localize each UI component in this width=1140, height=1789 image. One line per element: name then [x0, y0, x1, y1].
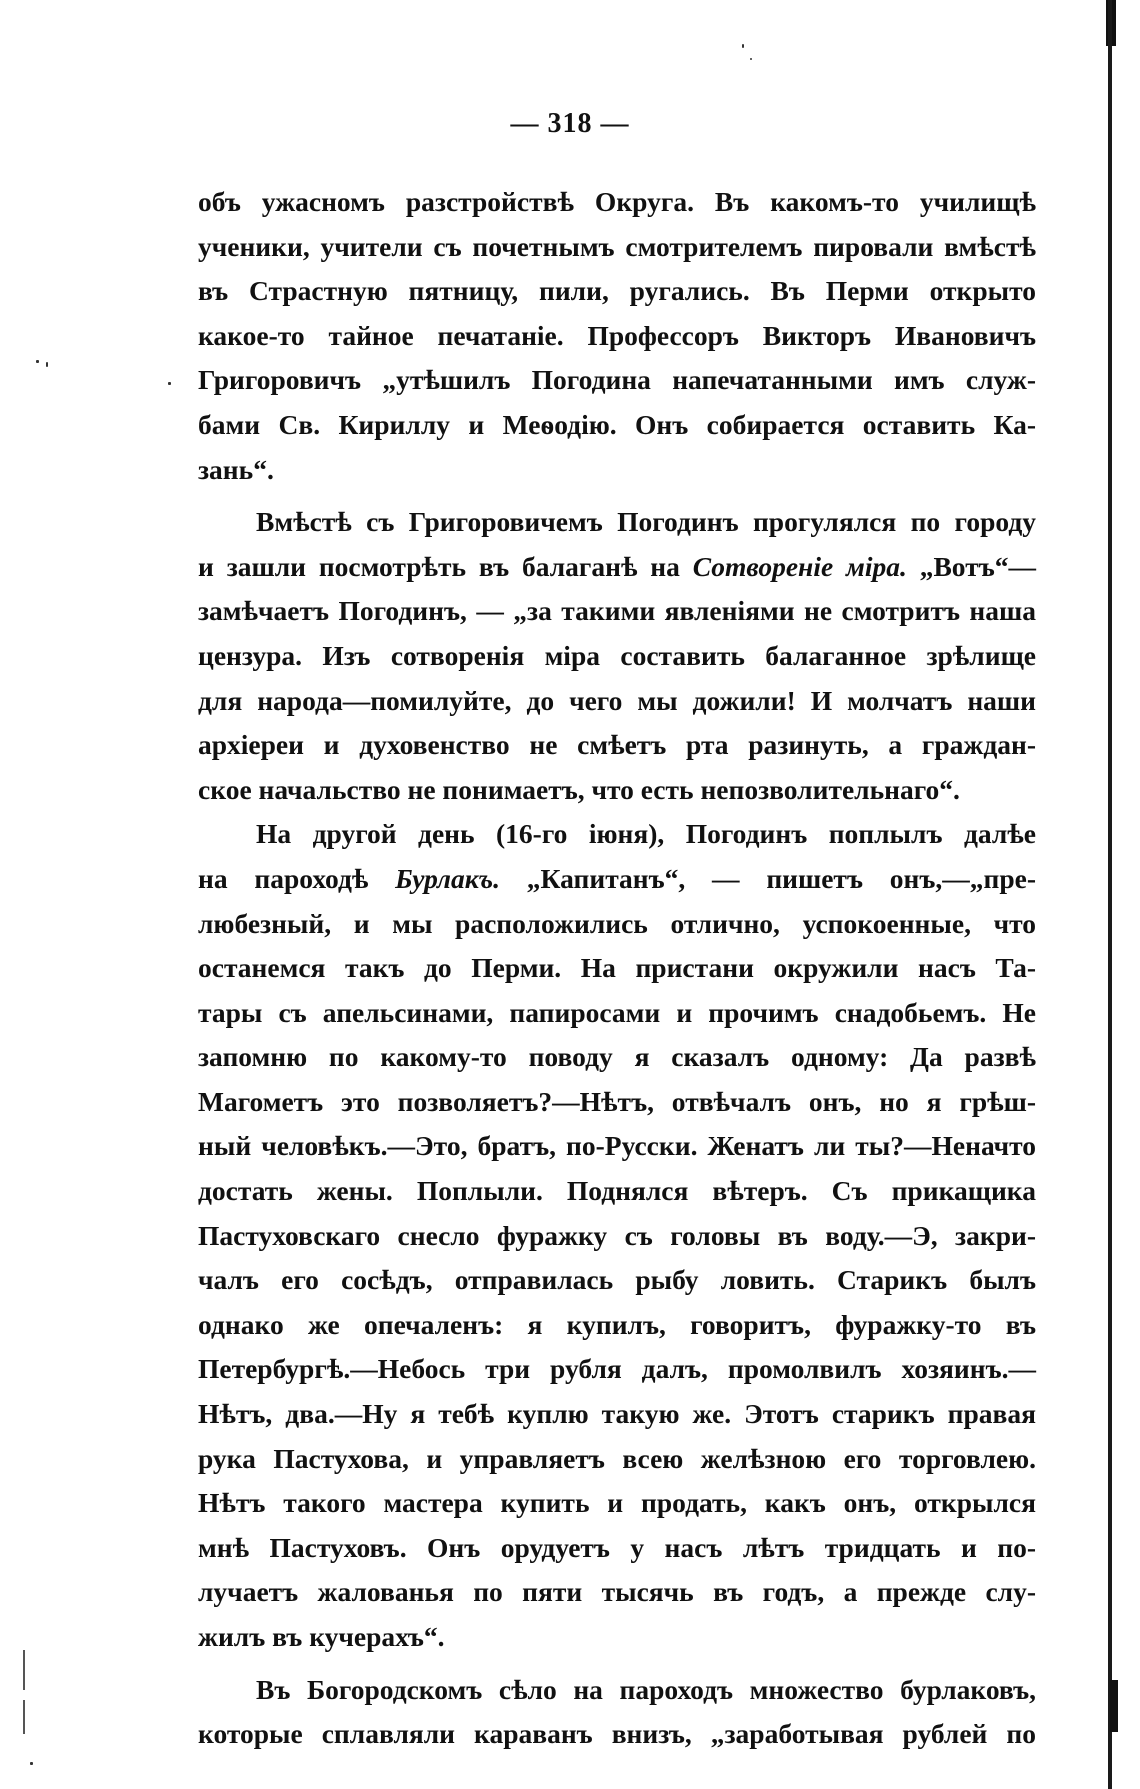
page-number: — 318 —: [510, 108, 630, 139]
text-line: однако же опечаленъ: я купилъ, говоритъ, фуражку-то въ: [198, 1308, 1036, 1340]
text-line: останемся такъ до Перми. На пристани окружили насъ Та-: [198, 952, 1036, 984]
text-line: архіереи и духовенство не смѣетъ рта разинуть, а граждан-: [198, 729, 1036, 761]
italic-ship-name: Бурлакъ.: [395, 862, 501, 894]
text-line: запомню по какому-то поводу я сказалъ одному: Да развѣ: [198, 1041, 1036, 1073]
text-line: въ Страстную пятницу, пили, ругались. Въ Перми открыто: [198, 275, 1036, 307]
text-line: жилъ въ кучерахъ“.: [198, 1621, 445, 1652]
text-line: тары съ апельсинами, папиросами и прочимъ снадобьемъ. Не: [198, 996, 1036, 1028]
text-line: мнѣ Пастуховъ. Онъ орудуетъ у насъ лѣтъ тридцать и по-: [198, 1531, 1036, 1563]
text-run: и зашли посмотрѣть въ балаганѣ на: [198, 550, 693, 582]
italic-title: Сотвореніе міра.: [692, 550, 907, 582]
scan-speck: [742, 44, 744, 48]
text-line: ный человѣкъ.—Это, братъ, по-Русски. Женатъ ли ты?—Неначто: [198, 1130, 1036, 1162]
text-line: которые сплавляли караванъ внизъ, „заработывая рублей по: [198, 1718, 1036, 1750]
text-line: Пастуховскаго снесло фуражку съ головы въ воду.—Э, закри-: [198, 1219, 1036, 1251]
text-line: зань“.: [198, 453, 274, 485]
scan-speck: [750, 58, 752, 60]
text-run: „Вотъ“—: [906, 550, 1036, 582]
text-run: на пароходѣ: [198, 862, 396, 894]
scan-mark-left: [23, 1650, 25, 1690]
text-line: Вмѣстѣ съ Григоровичемъ Погодинъ прогулялся по городу: [256, 506, 1036, 538]
text-line: какое-то тайное печатаніе. Профессоръ Викторъ Ивановичъ: [198, 319, 1036, 351]
scan-speck: [30, 1762, 33, 1765]
scan-speck: [168, 382, 171, 385]
text-line: Въ Богородскомъ сѣло на пароходъ множество бурлаковъ,: [256, 1673, 1036, 1705]
paragraph-gap: [198, 492, 1036, 500]
text-line: достать жены. Поплыли. Поднялся вѣтеръ. Съ прикащика: [198, 1175, 1036, 1207]
text-line: бами Св. Кириллу и Меѳодію. Онъ собирается оставить Ка-: [198, 408, 1036, 440]
text-line: любезный, и мы расположились отлично, успокоенные, что: [198, 907, 1036, 939]
scan-mark-left: [23, 1700, 25, 1734]
text-line: объ ужасномъ разстройствѣ Округа. Въ какомъ-то училищѣ: [198, 186, 1036, 217]
text-line: ское начальство не понимаетъ, что есть непозволительнаго“.: [198, 773, 960, 805]
text-line: Нѣтъ такого мастера купить и продать, какъ онъ, открылся: [198, 1487, 1036, 1519]
text-line: [198, 857, 1036, 902]
text-line: рука Пастухова, и управляетъ всею желѣзною его торговлею.: [198, 1442, 1036, 1474]
text-line: ученики, учители съ почетнымъ смотрителемъ пировали вмѣстѣ: [198, 230, 1036, 262]
paragraph-gap: [198, 1660, 1036, 1668]
text-run: „Капитанъ“, — пишетъ онъ,—„пре-: [500, 862, 1036, 894]
text-line: для народа—помилуйте, до чего мы дожили! И молчатъ наши: [198, 684, 1036, 716]
text-line: чалъ его сосѣдъ, отправилась рыбу ловить. Старикъ былъ: [198, 1264, 1036, 1296]
text-line: На другой день (16-го іюня), Погодинъ поплылъ далѣе: [256, 818, 1036, 850]
body-text: [198, 180, 1036, 1757]
scan-speck: [46, 362, 48, 367]
scan-edge-right: [1108, 0, 1112, 1789]
text-line: Нѣтъ, два.—Ну я тебѣ куплю такую же. Этотъ старикъ правая: [198, 1398, 1036, 1430]
text-line: [198, 545, 1036, 590]
text-line: замѣчаетъ Погодинъ, — „за такими явленіями не смотритъ наша: [198, 595, 1036, 627]
text-line: цензура. Изъ сотворенія міра составить балаганное зрѣлище: [198, 639, 1036, 671]
scan-edge-bottom: [1110, 1680, 1118, 1732]
text-line: Петербургѣ.—Небось три рубля далъ, промолвилъ хозяинъ.—: [198, 1353, 1036, 1385]
text-line: Григоровичъ „утѣшилъ Погодина напечатанными имъ служ-: [198, 364, 1036, 396]
text-line: Магометъ это позволяетъ?—Нѣтъ, отвѣчалъ онъ, но я грѣш-: [198, 1085, 1036, 1117]
scan-speck: [36, 360, 39, 363]
text-line: лучаетъ жалованья по пяти тысячь въ годъ, а прежде слу-: [198, 1576, 1036, 1608]
